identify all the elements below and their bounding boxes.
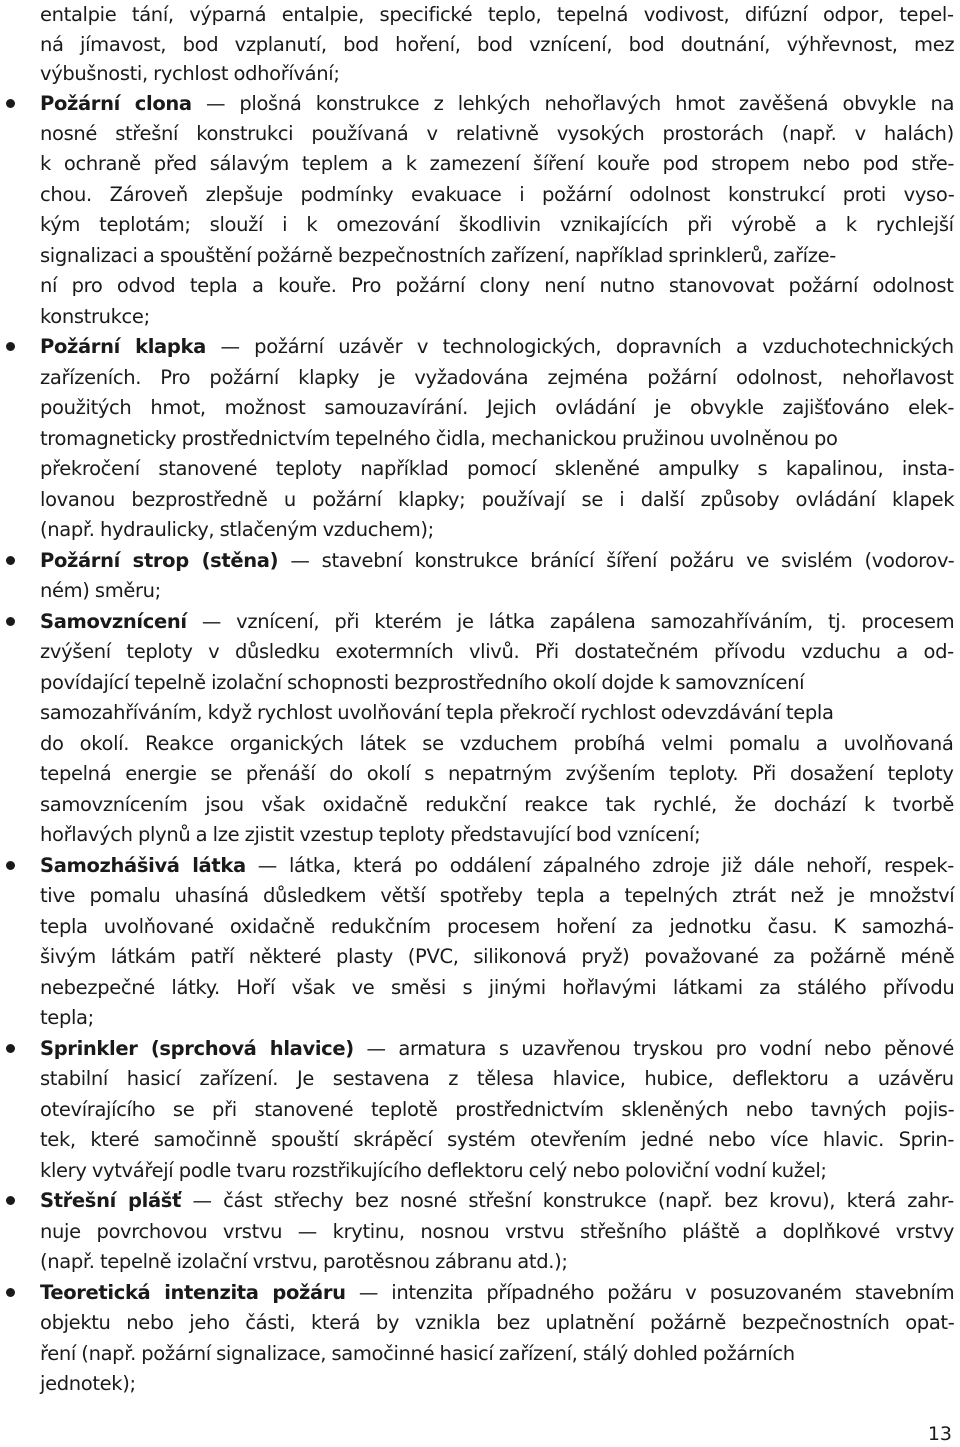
entry-definition: — část střechy bez nosné střešní konstrukce (např. bez krovu), která zahr- <box>181 1189 954 1212</box>
text-line: konstrukce; <box>40 305 150 328</box>
entry-term: Sprinkler (sprchová hlavice) <box>40 1037 354 1060</box>
entry-term: Požární klapka <box>40 335 206 358</box>
entry-term: Požární clona <box>40 92 192 115</box>
text-line: tive pomalu uhasíná důsledkem větší spotřeby tepla a tepelných ztrát než je množství <box>40 884 955 907</box>
text-line: klery vytvářejí podle tvaru rozstřikujícího deflektoru celý nebo poloviční vodní kužel; <box>40 1159 827 1182</box>
text-line: jednotek); <box>40 1372 136 1395</box>
bullet-icon <box>6 99 15 108</box>
entry-definition: — intenzita případného požáru v posuzovaném stavebním <box>345 1281 955 1304</box>
entry-definition: — armatura s uzavřenou tryskou pro vodní nebo pěnové <box>353 1037 954 1060</box>
entry-definition: — vznícení, při kterém je látka zapálena samozahříváním, tj. procesem <box>186 610 955 633</box>
text-line: lovanou bezprostředně u požární klapky; používají se i další způsoby ovládání klapek <box>40 488 955 511</box>
text-line: (např. hydraulicky, stlačeným vzduchem); <box>40 518 434 541</box>
entry-first-line <box>40 1034 954 1064</box>
text-line: hořlavých plynů a lze zjistit vzestup teploty představující bod vznícení; <box>40 823 701 846</box>
text-line: objektu nebo jeho části, která by vznikla bez uplatnění požárně bezpečnostních opat- <box>40 1311 955 1334</box>
entry-term: Střešní plášť <box>40 1189 182 1212</box>
entry-definition: — látka, která po oddálení zápalného zdroje již dále nehoří, respek- <box>245 854 954 877</box>
text-line: tepla uvolňované oxidačně redukčním procesem hoření za jednotku času. K samozhá- <box>40 915 954 938</box>
text-line: stabilní hasicí zařízení. Je sestavena z tělesa hlavice, hubice, deflektoru a uzávěru <box>40 1067 954 1090</box>
text-line: tek, které samočinně spouští skrápěcí systém otevřením jedné nebo více hlavic. Sprin- <box>40 1128 955 1151</box>
bullet-icon <box>6 861 15 870</box>
entry-term: Samovznícení <box>40 610 187 633</box>
text-line: k ochraně před sálavým teplem a k zamezení šíření kouře pod stropem nebo pod stře- <box>40 152 955 175</box>
entry-term: Teoretická intenzita požáru <box>40 1281 346 1304</box>
text-line: samovznícením jsou však oxidačně redukční reakce tak rychlé, že dochází k tvorbě <box>40 793 955 816</box>
entry-first-line <box>40 607 954 637</box>
text-line: tromagneticky prostřednictvím tepelného čidla, mechanickou pružinou uvolněnou po <box>40 427 838 450</box>
entry-term: Požární strop (stěna) <box>40 549 279 572</box>
text-line: kým teplotám; slouží i k omezování škodlivin vznikajících při výrobě a k rychlejší <box>40 213 954 236</box>
text-line: otevírajícího se při stanovené teplotě prostřednictvím skleněných nebo tavných pojis- <box>40 1098 955 1121</box>
page-number: 13 <box>927 1423 952 1445</box>
text-line: nosné střešní konstrukci používaná v relativně vysokých prostorách (např. v halách) <box>40 122 954 145</box>
bullet-icon <box>6 1288 15 1297</box>
entry-first-line <box>40 546 954 576</box>
text-line: chou. Zároveň zlepšuje podmínky evakuace i požární odolnost konstrukcí proti vyso- <box>40 183 955 206</box>
text-line: povídající tepelně izolační schopnosti bezprostředního okolí dojde k samovznícení <box>40 671 805 694</box>
bullet-icon <box>6 617 15 626</box>
bullet-icon <box>6 1196 15 1205</box>
text-line: nuje povrchovou vrstvu — krytinu, nosnou vrstvu střešního pláště a doplňkové vrstvy <box>40 1220 955 1243</box>
text-line: výbušnosti, rychlost odhořívání; <box>40 62 340 85</box>
entry-first-line <box>40 89 954 119</box>
text-line: ném) směru; <box>40 579 161 602</box>
entry-definition: — stavební konstrukce bránící šíření požáru ve svislém (vodorov- <box>278 549 955 572</box>
text-line: šivým látkám patří některé plasty (PVC, silikonová pryž) považované za požárně méně <box>40 945 955 968</box>
text-line: nebezpečné látky. Hoří však ve směsi s jinými hořlavými látkami za stálého přívodu <box>40 976 955 999</box>
entry-definition: — plošná konstrukce z lehkých nehořlavých hmot zavěšená obvykle na <box>191 92 955 115</box>
text-line: (např. tepelně izolační vrstvu, parotěsnou zábranu atd.); <box>40 1250 568 1273</box>
entry-first-line <box>40 1186 954 1216</box>
text-line: ní pro odvod tepla a kouře. Pro požární clony není nutno stanovovat požární odolnost <box>40 274 954 297</box>
text-line: zařízeních. Pro požární klapky je vyžadována zejména požární odolnost, nehořlavost <box>40 366 954 389</box>
text-line: ná jímavost, bod vzplanutí, bod hoření, bod vznícení, bod doutnání, výhřevnost, mez <box>40 33 955 56</box>
text-line: samozahříváním, když rychlost uvolňování tepla překročí rychlost odevzdávání tepla <box>40 701 834 724</box>
entry-term: Samozhášivá látka <box>40 854 246 877</box>
entry-first-line <box>40 1278 954 1308</box>
text-line: tepla; <box>40 1006 94 1029</box>
bullet-icon <box>6 1044 15 1053</box>
bullet-icon <box>6 556 15 565</box>
entry-definition: — požární uzávěr v technologických, dopravních a vzduchotechnických <box>205 335 954 358</box>
entry-first-line <box>40 332 954 362</box>
text-line: do okolí. Reakce organických látek se vzduchem probíhá velmi pomalu a uvolňovaná <box>40 732 954 755</box>
text-line: ření (např. požární signalizace, samočinné hasicí zařízení, stálý dohled požárních <box>40 1342 795 1365</box>
text-line: tepelná energie se přenáší do okolí s nepatrným zvýšením teploty. Při dosažení teploty <box>40 762 954 785</box>
bullet-icon <box>6 342 15 351</box>
entry-first-line <box>40 851 954 881</box>
text-line: překročení stanovené teploty například pomocí skleněné ampulky s kapalinou, insta- <box>40 457 955 480</box>
text-line: zvýšení teploty v důsledku exotermních vlivů. Při dostatečném přívodu vzduchu a od- <box>40 640 954 663</box>
text-line: entalpie tání, výparná entalpie, specifické teplo, tepelná vodivost, difúzní odpor, tepel- <box>40 3 954 26</box>
text-line: použitých hmot, možnost samouzavírání. Jejich ovládání je obvykle zajišťováno elek- <box>40 396 955 419</box>
text-line: signalizaci a spouštění požárně bezpečnostních zařízení, například sprinklerů, zaříze- <box>40 244 836 267</box>
